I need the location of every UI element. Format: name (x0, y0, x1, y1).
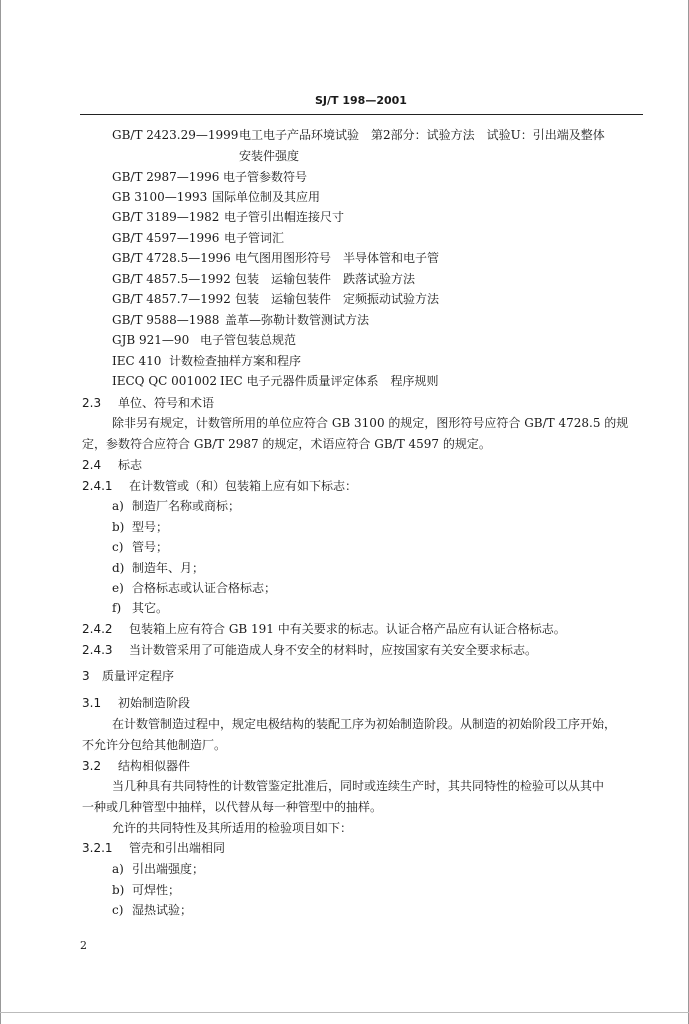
clause-3-2-1 (82, 841, 226, 855)
list-text: 管号； (132, 540, 169, 554)
paragraph-line: 一种或几种管型中抽样，以代替从每一种管型中的抽样。 (82, 800, 383, 814)
section-heading-2-4 (82, 458, 143, 472)
list-text: 其它。 (132, 601, 169, 615)
list-marker: e) (112, 581, 124, 595)
reference-code: GB/T 4597—1996 (112, 231, 220, 245)
reference-code: GB/T 4857.7—1992 (112, 292, 231, 306)
reference-title: 电子管引出帽连接尺寸 (224, 210, 345, 224)
reference-title: 盖革—弥勒计数管测试方法 (225, 313, 370, 327)
list-text: 制造年、月； (132, 561, 205, 575)
list-marker: d) (112, 561, 125, 575)
reference-code: IECQ QC 001002 (112, 374, 217, 388)
list-marker: a) (112, 499, 124, 513)
section-heading-3-2 (82, 759, 191, 773)
section-heading-3-1 (82, 696, 191, 710)
reference-code: GB/T 2987—1996 (112, 170, 220, 184)
clause-text: 包装箱上应有符合 GB 191 中有关要求的标志。认证合格产品应有认证合格标志。 (129, 622, 566, 636)
reference-code: GB/T 4728.5—1996 (112, 251, 231, 265)
clause-2-4-2 (82, 622, 566, 636)
reference-item (112, 231, 285, 245)
paragraph-line: 除非另有规定，计数管所用的单位应符合 GB 3100 的规定，图形符号应符合 GB/T 4728.5 的规 (112, 416, 629, 430)
clause-number: 2.4.2 (82, 622, 113, 636)
list-text: 制造厂名称或商标； (132, 499, 241, 513)
chapter-number: 3 (82, 669, 90, 683)
section-number: 3.1 (82, 696, 102, 710)
section-heading-2-3 (82, 396, 215, 410)
section-title: 标志 (118, 458, 143, 472)
clause-text: 在计数管或（和）包装箱上应有如下标志： (129, 479, 358, 493)
reference-item (112, 374, 439, 388)
list-item (112, 561, 205, 575)
reference-title: 包装 运输包装件 定频振动试验方法 (235, 292, 440, 306)
paragraph-line: 不允许分包给其他制造厂。 (82, 738, 227, 752)
reference-title: IEC 电子元器件质量评定体系 程序规则 (220, 374, 439, 388)
list-marker: b) (112, 520, 125, 534)
list-marker: a) (112, 862, 124, 876)
chapter-heading-3 (82, 669, 175, 683)
reference-code: GB/T 2423.29—1999 (112, 128, 239, 142)
list-item (112, 581, 277, 595)
clause-number: 2.4.1 (82, 479, 113, 493)
section-number: 3.2 (82, 759, 102, 773)
list-item (112, 903, 193, 917)
section-title: 初始制造阶段 (118, 696, 191, 710)
reference-title: 电子管词汇 (224, 231, 285, 245)
reference-item (112, 272, 416, 286)
section-number: 2.3 (82, 396, 102, 410)
section-number: 2.4 (82, 458, 102, 472)
reference-title: 电子管参数符号 (223, 170, 308, 184)
list-item (112, 499, 241, 513)
list-marker: b) (112, 883, 125, 897)
list-item (112, 862, 205, 876)
list-item (112, 540, 169, 554)
reference-item (112, 128, 605, 142)
reference-code: GB/T 9588—1988 (112, 313, 220, 327)
reference-item (112, 190, 321, 204)
clause-2-4-3 (82, 643, 538, 657)
chapter-title: 质量评定程序 (102, 669, 175, 683)
reference-title: 电气图用图形符号 半导体管和电子管 (235, 251, 440, 265)
reference-item (112, 333, 297, 347)
clause-text: 当计数管采用了可能造成人身不安全的材料时，应按国家有关安全要求标志。 (129, 643, 538, 657)
list-marker: c) (112, 540, 124, 554)
clause-number: 2.4.3 (82, 643, 113, 657)
reference-item (112, 354, 302, 368)
scan-edge-line (0, 1012, 689, 1013)
list-text: 湿热试验； (132, 903, 193, 917)
scan-edge-line (0, 0, 1, 1024)
reference-title: 包装 运输包装件 跌落试验方法 (235, 272, 416, 286)
reference-title: 计数检查抽样方案和程序 (169, 354, 302, 368)
reference-code: GB 3100—1993 (112, 190, 208, 204)
reference-item (112, 170, 308, 184)
reference-item (112, 313, 370, 327)
clause-2-4-1 (82, 479, 358, 493)
list-text: 引出端强度； (132, 862, 205, 876)
reference-item (112, 210, 345, 224)
list-text: 型号； (132, 520, 169, 534)
reference-code: GJB 921—90 (112, 333, 190, 347)
paragraph-line: 当几种具有共同特性的计数管鉴定批准后，同时或连续生产时，其共同特性的检验可以从其中 (112, 779, 605, 793)
reference-item (112, 251, 440, 265)
reference-title: 电子管包装总规范 (200, 333, 297, 347)
reference-item (112, 292, 440, 306)
reference-title: 电工电子产品环境试验 第2部分：试验方法 试验U：引出端及整体 (239, 128, 605, 142)
reference-code: GB/T 3189—1982 (112, 210, 220, 224)
reference-code: GB/T 4857.5—1992 (112, 272, 231, 286)
list-item (112, 883, 181, 897)
clause-title: 管壳和引出端相同 (129, 841, 226, 855)
paragraph-line: 在计数管制造过程中，规定电极结构的装配工序为初始制造阶段。从制造的初始阶段工序开始， (112, 717, 617, 731)
clause-number: 3.2.1 (82, 841, 113, 855)
list-text: 合格标志或认证合格标志； (132, 581, 277, 595)
reference-code: IEC 410 (112, 354, 162, 368)
list-item (112, 601, 169, 615)
reference-title: 国际单位制及其应用 (212, 190, 321, 204)
section-title: 单位、符号和术语 (118, 396, 215, 410)
section-title: 结构相似器件 (118, 759, 191, 773)
paragraph-line: 允许的共同特性及其所适用的检验项目如下： (112, 821, 353, 835)
list-marker: c) (112, 903, 124, 917)
header-rule (80, 114, 643, 115)
reference-title-continuation: 安装件强度 (239, 149, 300, 163)
paragraph-line: 定，参数符合应符合 GB/T 2987 的规定，术语应符合 GB/T 4597 的规定。 (82, 437, 491, 451)
standard-code-header: SJ/T 198—2001 (315, 94, 407, 107)
list-marker: f) (112, 601, 122, 615)
list-text: 可焊性； (132, 883, 181, 897)
page-number: 2 (80, 939, 87, 952)
list-item (112, 520, 169, 534)
